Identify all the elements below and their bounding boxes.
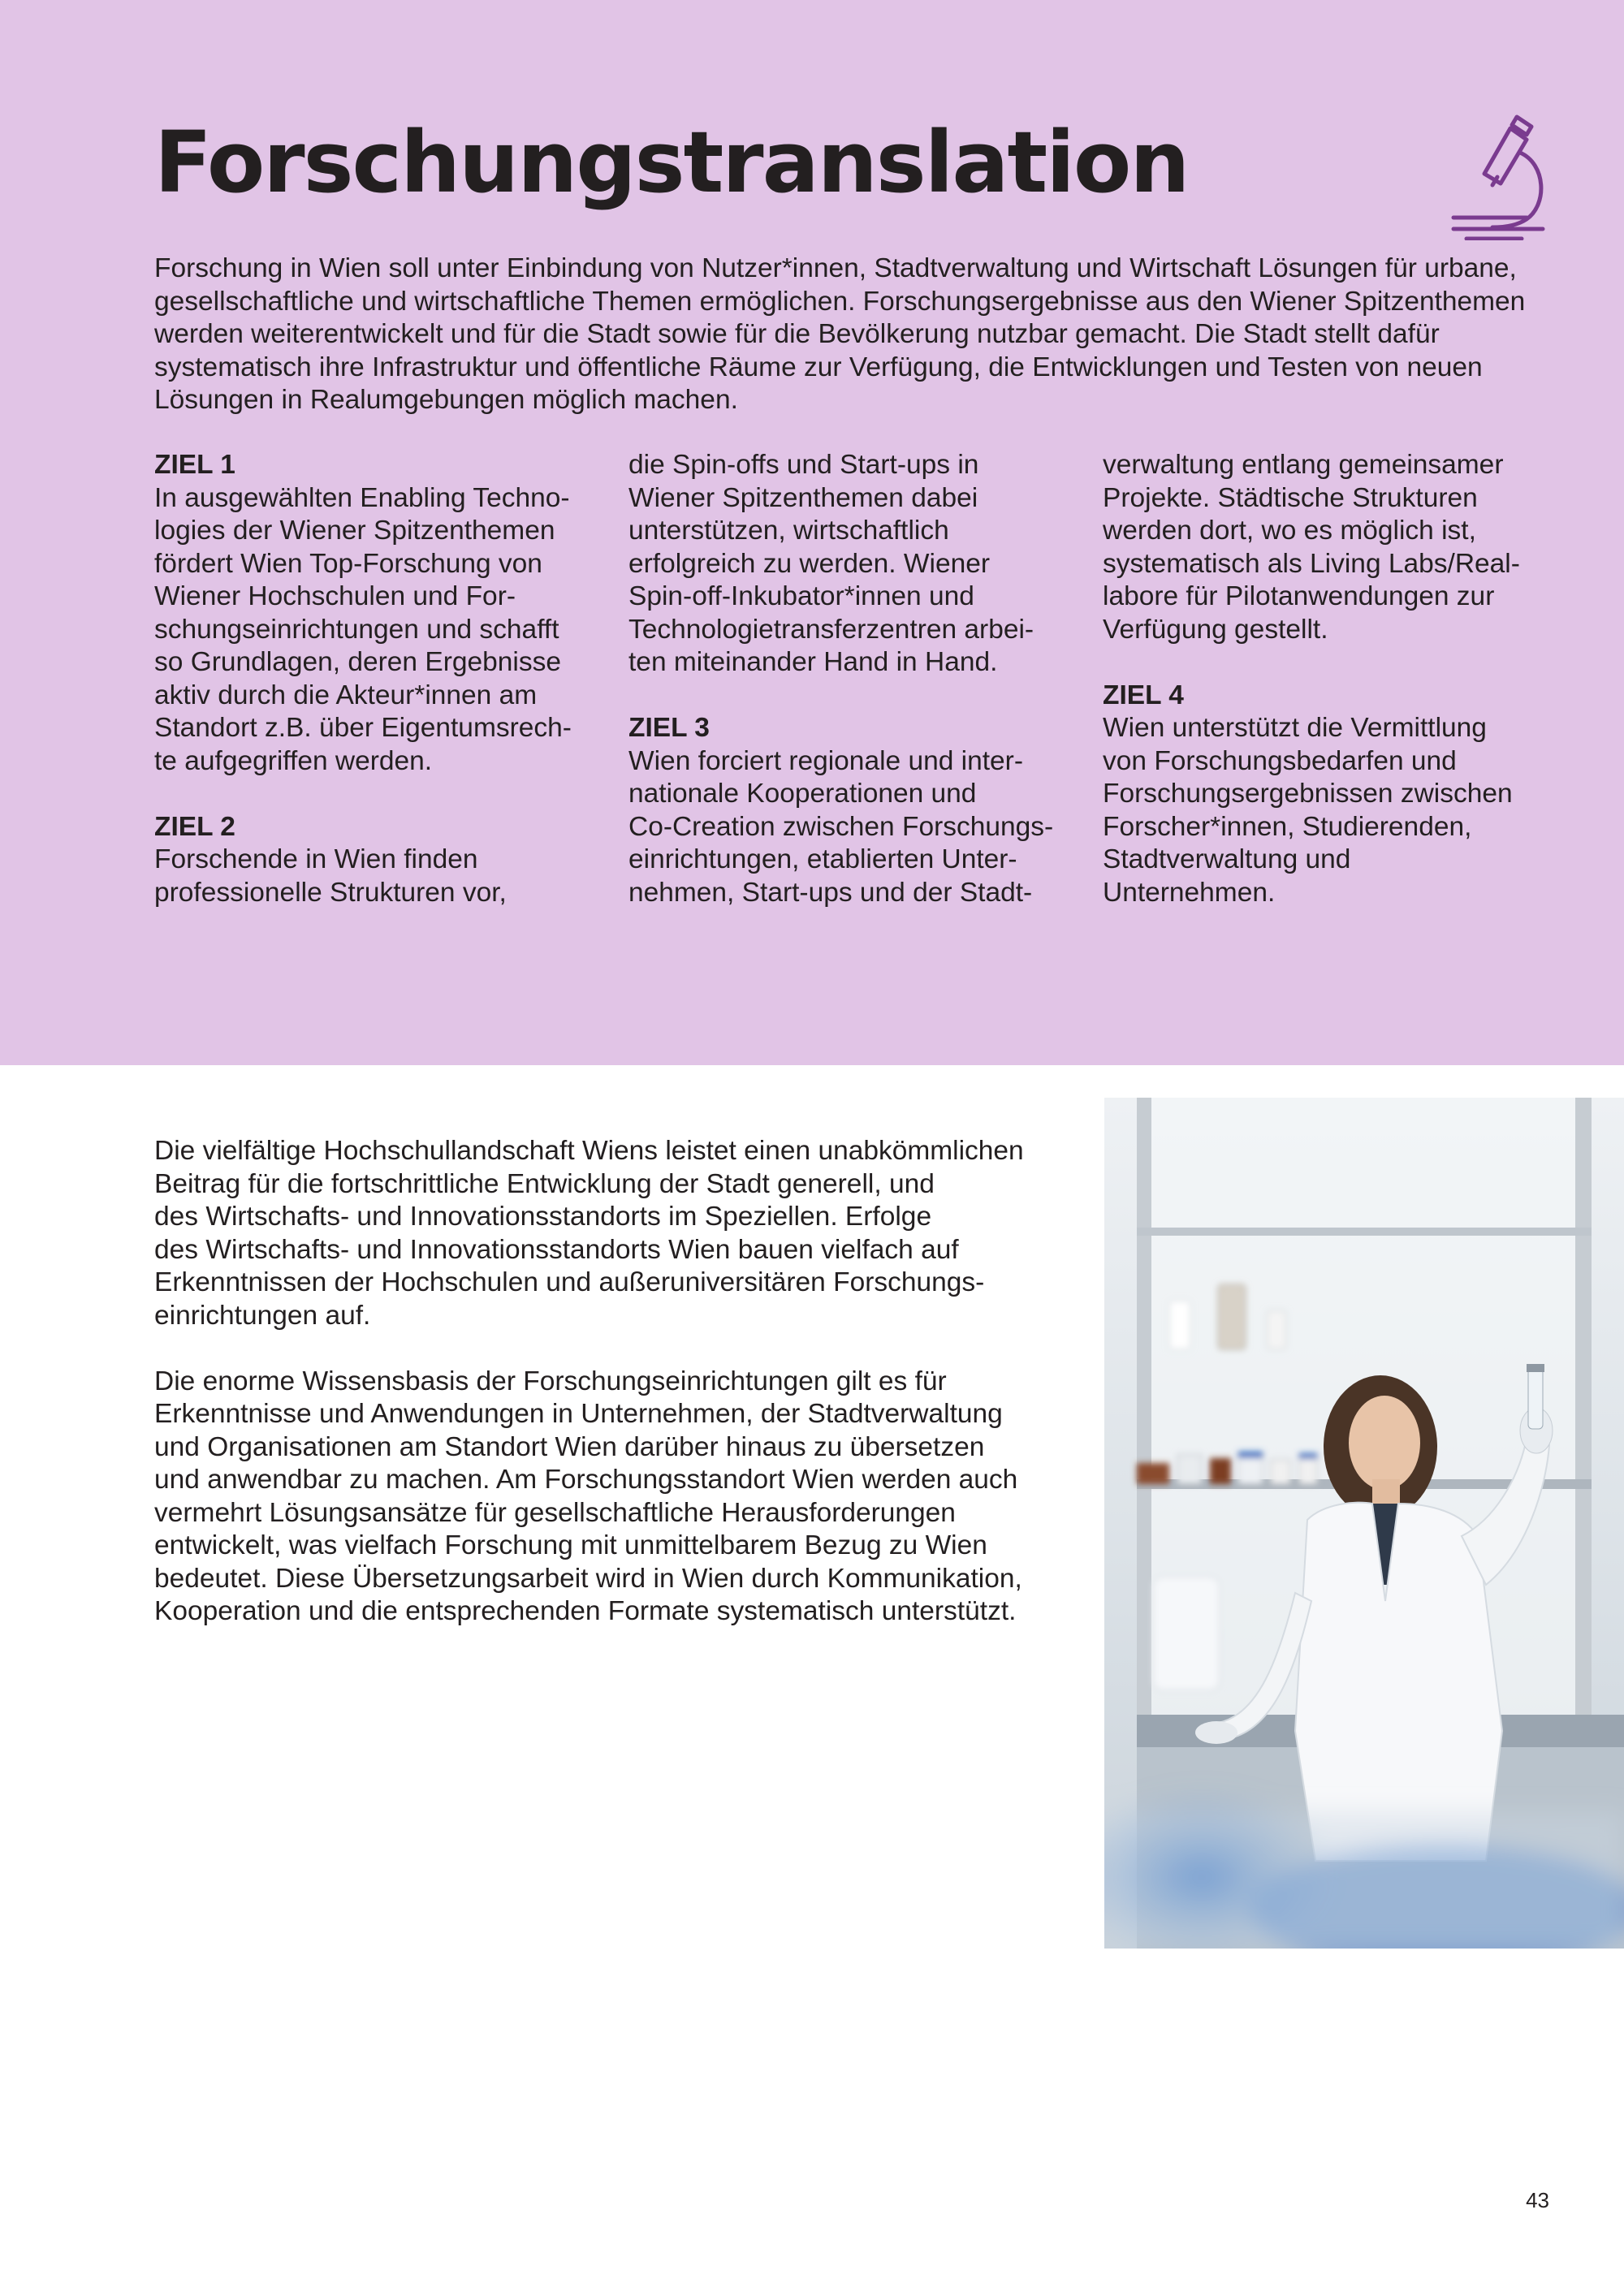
goals-column-1 xyxy=(154,449,593,943)
goal-block: ZIEL 4 Wien unterstützt die Vermittlung von Forschungsbedarfen und Forschungsergebnissen zwischen Forscher*innen, Studierenden, Stadtverwaltung und Unternehmen. xyxy=(1103,680,1541,910)
goals-column-2 xyxy=(628,449,1067,943)
goal-3-heading: ZIEL 3 xyxy=(628,713,710,743)
goal-block: die Spin-offs und Start-ups in Wiener Spitzenthemen dabei unterstützen, wirtschaftlich erfolgreich zu werden. Wiener Spin-off-Inkubator*innen und Technologietransferzentren arbei- ten miteinander Hand in Hand. xyxy=(628,450,1034,677)
page-number: 43 xyxy=(1526,2188,1549,2212)
goal-block: ZIEL 1 In ausgewählten Enabling Techno- logies der Wiener Spitzenthemen fördert Wien Top-Forschung von Wiener Hochschulen und For- schungseinrichtungen und schafft so Grundlagen, deren Ergebnisse aktiv durch die Akteur*innen am Standort z.B. über Eigentumsrech- te aufgegriffen werden. xyxy=(154,449,593,778)
goals-column-3 xyxy=(1103,449,1541,943)
goal-block: ZIEL 2 Forschende in Wien finden professionelle Strukturen vor, xyxy=(154,811,593,910)
goal-4-heading: ZIEL 4 xyxy=(1103,680,1184,710)
lab-scene-illustration xyxy=(1104,1098,1624,1949)
goal-block: verwaltung entlang gemeinsamer Projekte. Städtische Strukturen werden dort, wo es möglich ist, systematisch als Living Labs/Real- labore für Pilotanwendungen zur Verfügung gestellt. xyxy=(1103,450,1520,645)
lab-photo xyxy=(1104,1098,1624,1949)
goal-1-heading: ZIEL 1 xyxy=(154,450,235,480)
goal-2-heading: ZIEL 2 xyxy=(154,811,235,842)
body-text xyxy=(154,1135,1088,1661)
body-paragraph-1: Die vielfältige Hochschullandschaft Wiens leistet einen unabkömmlichen Beitrag für die fortschrittliche Entwicklung der Stadt generell, und des Wirtschafts- und Innovationsstandorts im Speziellen. Erfolge des Wirtschafts- und Innovationsstandorts Wien bauen vielfach auf Erkenntnissen der Hochschulen und außeruniversitären Forschungs- einrichtungen auf. xyxy=(154,1136,1024,1331)
page-title: Forschungstranslation xyxy=(154,113,1189,212)
goals-section xyxy=(154,449,1551,920)
intro-paragraph: Forschung in Wien soll unter Einbindung von Nutzer*innen, Stadtverwaltung und Wirtschaft Lösungen für urbane, gesellschaftliche und wirtschaftliche Themen ermöglichen. Forschungsergebnisse aus den Wiener Spitzenthemen werden weiterentwickelt und für die Stadt sowie für die Bevölkerung nutzbar gemacht. Die Stadt stellt dafür systematisch ihre Infrastruktur und öffentliche Räume zur Verfügung, die Entwicklungen und Testen von neuen Lösungen in Realumgebungen möglich machen. xyxy=(154,253,1526,415)
goal-block: ZIEL 3 Wien forciert regionale und inter- nationale Kooperationen und Co-Creation zwischen Forschungs- einrichtungen, etablierten Unter- nehmen, Start-ups und der Stadt- xyxy=(628,712,1067,909)
microscope-icon xyxy=(1447,110,1549,240)
body-paragraph-2: Die enorme Wissensbasis der Forschungseinrichtungen gilt es für Erkenntnisse und Anwendungen in Unternehmen, der Stadtverwaltung und Organisationen am Standort Wien darüber hinaus zu übersetzen und anwendbar zu machen. Am Forschungsstandort Wien werden auch vermehrt Lösungsansätze für gesellschaftliche Herausforderungen entwickelt, was vielfach Forschung mit unmittelbarem Bezug zu Wien bedeutet. Diese Übersetzungsarbeit wird in Wien durch Kommunikation, Kooperation und die entsprechenden Formate systematisch unterstützt. xyxy=(154,1366,1022,1626)
